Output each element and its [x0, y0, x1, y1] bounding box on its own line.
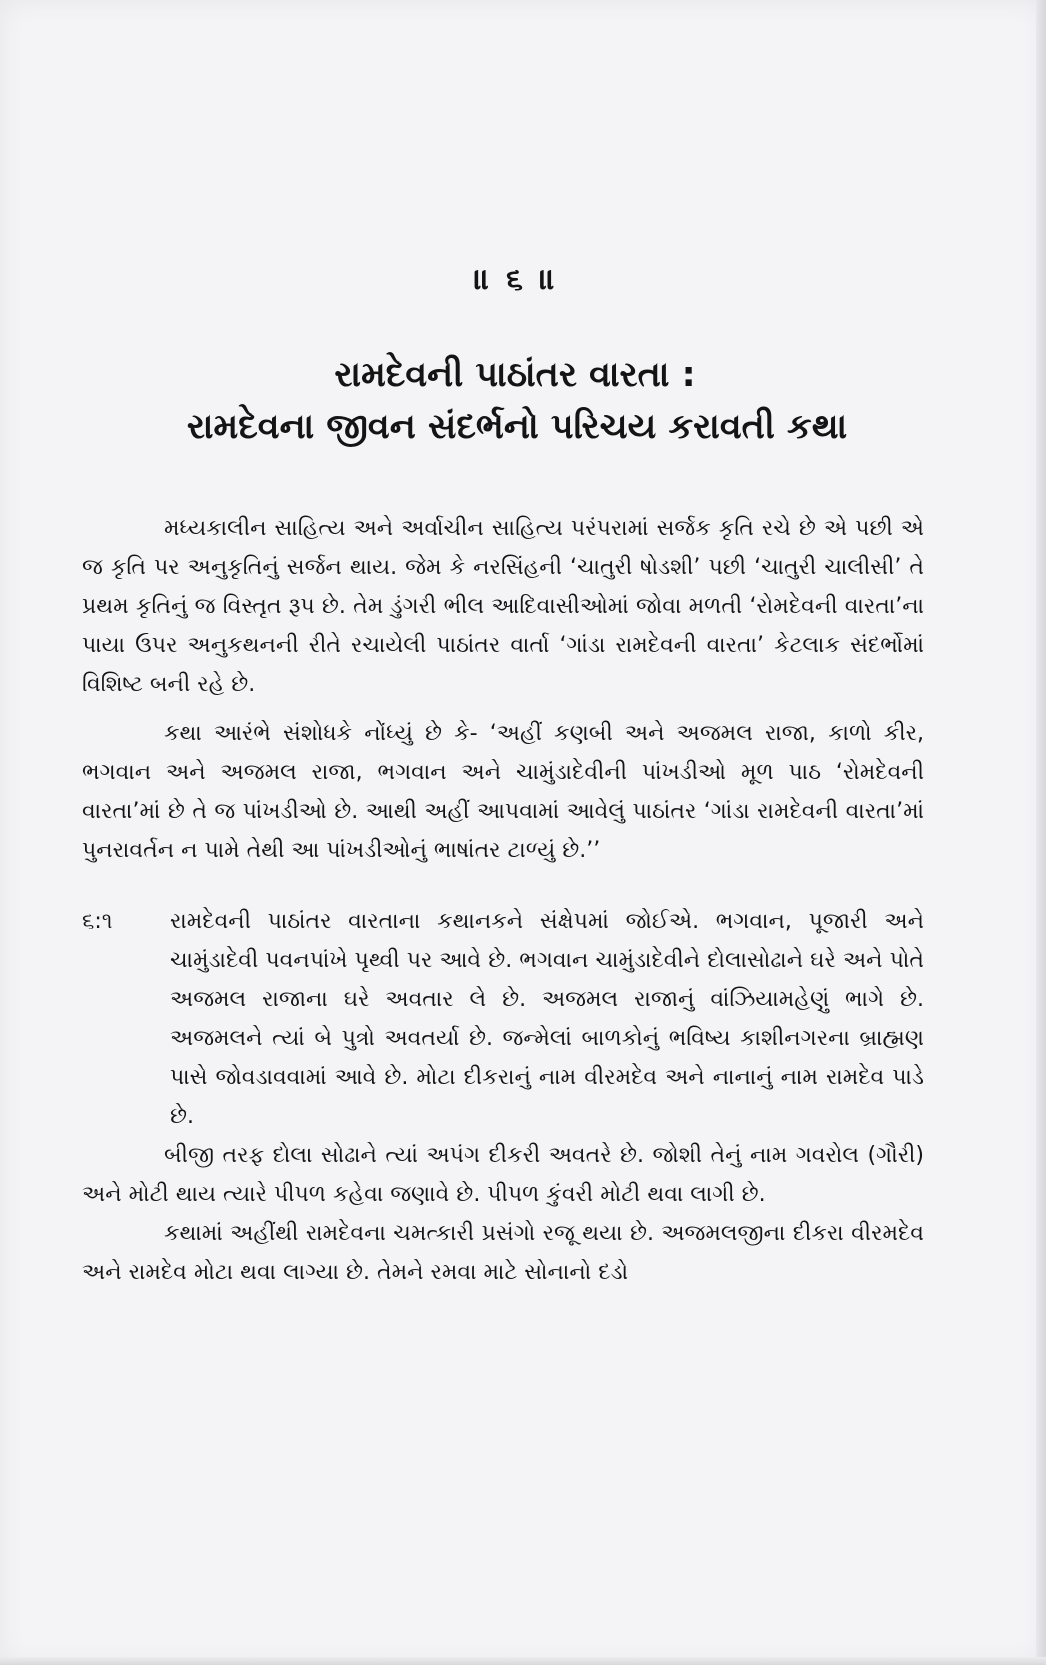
page-content [82, 262, 924, 1292]
chapter-marker: ॥ ૬ ॥ [473, 262, 559, 297]
paragraph-intro: મધ્યકાલીન સાહિત્ય અને અર્વાચીન સાહિત્ય પરંપરામાં સર્જક કૃતિ રચે છે એ પછી એ જ કૃતિ પર અનુકૃતિનું સર્જન થાય. જેમ કે નરસિંહની ‘ચાતુરી ષોડશી’ પછી ‘ચાતુરી ચાલીસી’ તે પ્રથમ કૃતિનું જ વિસ્તૃત રૂપ છે. તેમ ડુંગરી ભીલ આદિવાસીઓમાં જોવા મળતી ‘રોમદેવની વારતા’ના પાયા ઉપર અનુકથનની રીતે રચાયેલી પાઠાંતર વાર્તા ‘ગાંડા રામદેવની વારતા’ કેટલાક સંદર્ભોમાં વિશિષ્ટ બની રહે છે. [82, 516, 924, 697]
page-title: રામદેવની પાઠાંતર વારતા : [334, 355, 696, 395]
section-paragraph: બીજી તરફ દોલા સોઢાને ત્યાં અપંગ દીકરી અવતરે છે. જોશી તેનું નામ ગવરોલ (ગૌરી) અને મોટી થાય ત્યારે પીપળ કહેવા જણાવે છે. પીપળ કુંવરી મોટી થવા લાગી છે. [82, 1143, 924, 1207]
page-edge-right [1036, 0, 1046, 1665]
page-subtitle: રામદેવના જીવન સંદર્ભનો પરિચય કરાવતી કથા [186, 407, 848, 447]
section-number: ૬:૧ [82, 909, 113, 934]
section-first-paragraph: રામદેવની પાઠાંતર વારતાના કથાનકને સંક્ષેપમાં જોઈએ. ભગવાન, પૂજારી અને ચામુંડાદેવી પવનપાંખે પૃથ્વી પર આવે છે. ભગવાન ચામુંડાદેવીને દોલાસોઢાને ઘરે અને પોતે અજમલ રાજાના ઘરે અવતાર લે છે. અજમલ રાજાનું વાંઝિયામહેણું ભાગે છે. અજમલને ત્યાં બે પુત્રો અવતર્યા છે. જન્મેલાં બાળકોનું ભવિષ્ય કાશીનગરના બ્રાહ્મણ પાસે જોવડાવવામાં આવે છે. મોટા દીકરાનું નામ વીરમદેવ અને નાનાનું નામ રામદેવ પાડે છે. [170, 909, 924, 1129]
section-paragraph: કથામાં અહીંથી રામદેવના ચમત્કારી પ્રસંગો રજૂ થયા છે. અજમલજીના દીકરા વીરમદેવ અને રામદેવ મોટા થવા લાગ્યા છે. તેમને રમવા માટે સોનાનો દડો [82, 1221, 924, 1285]
page-edge-bottom [0, 1657, 1046, 1665]
paragraph-research-note: કથા આરંભે સંશોધકે નોંધ્યું છે કે- ‘અહીં કણબી અને અજમલ રાજા, કાળો કીર, ભગવાન અને અજમલ રાજા, ભગવાન અને ચામુંડાદેવીની પાંખડીઓ મૂળ પાઠ ‘રોમદેવની વારતા’માં છે તે જ પાંખડીઓ છે. આથી અહીં આપવામાં આવેલું પાઠાંતર ‘ગાંડા રામદેવની વારતા’માં પુનરાવર્તન ન પામે તેથી આ પાંખડીઓનું ભાષાંતર ટાળ્યું છે.’’ [82, 721, 924, 863]
section-6-1 [82, 902, 924, 1136]
